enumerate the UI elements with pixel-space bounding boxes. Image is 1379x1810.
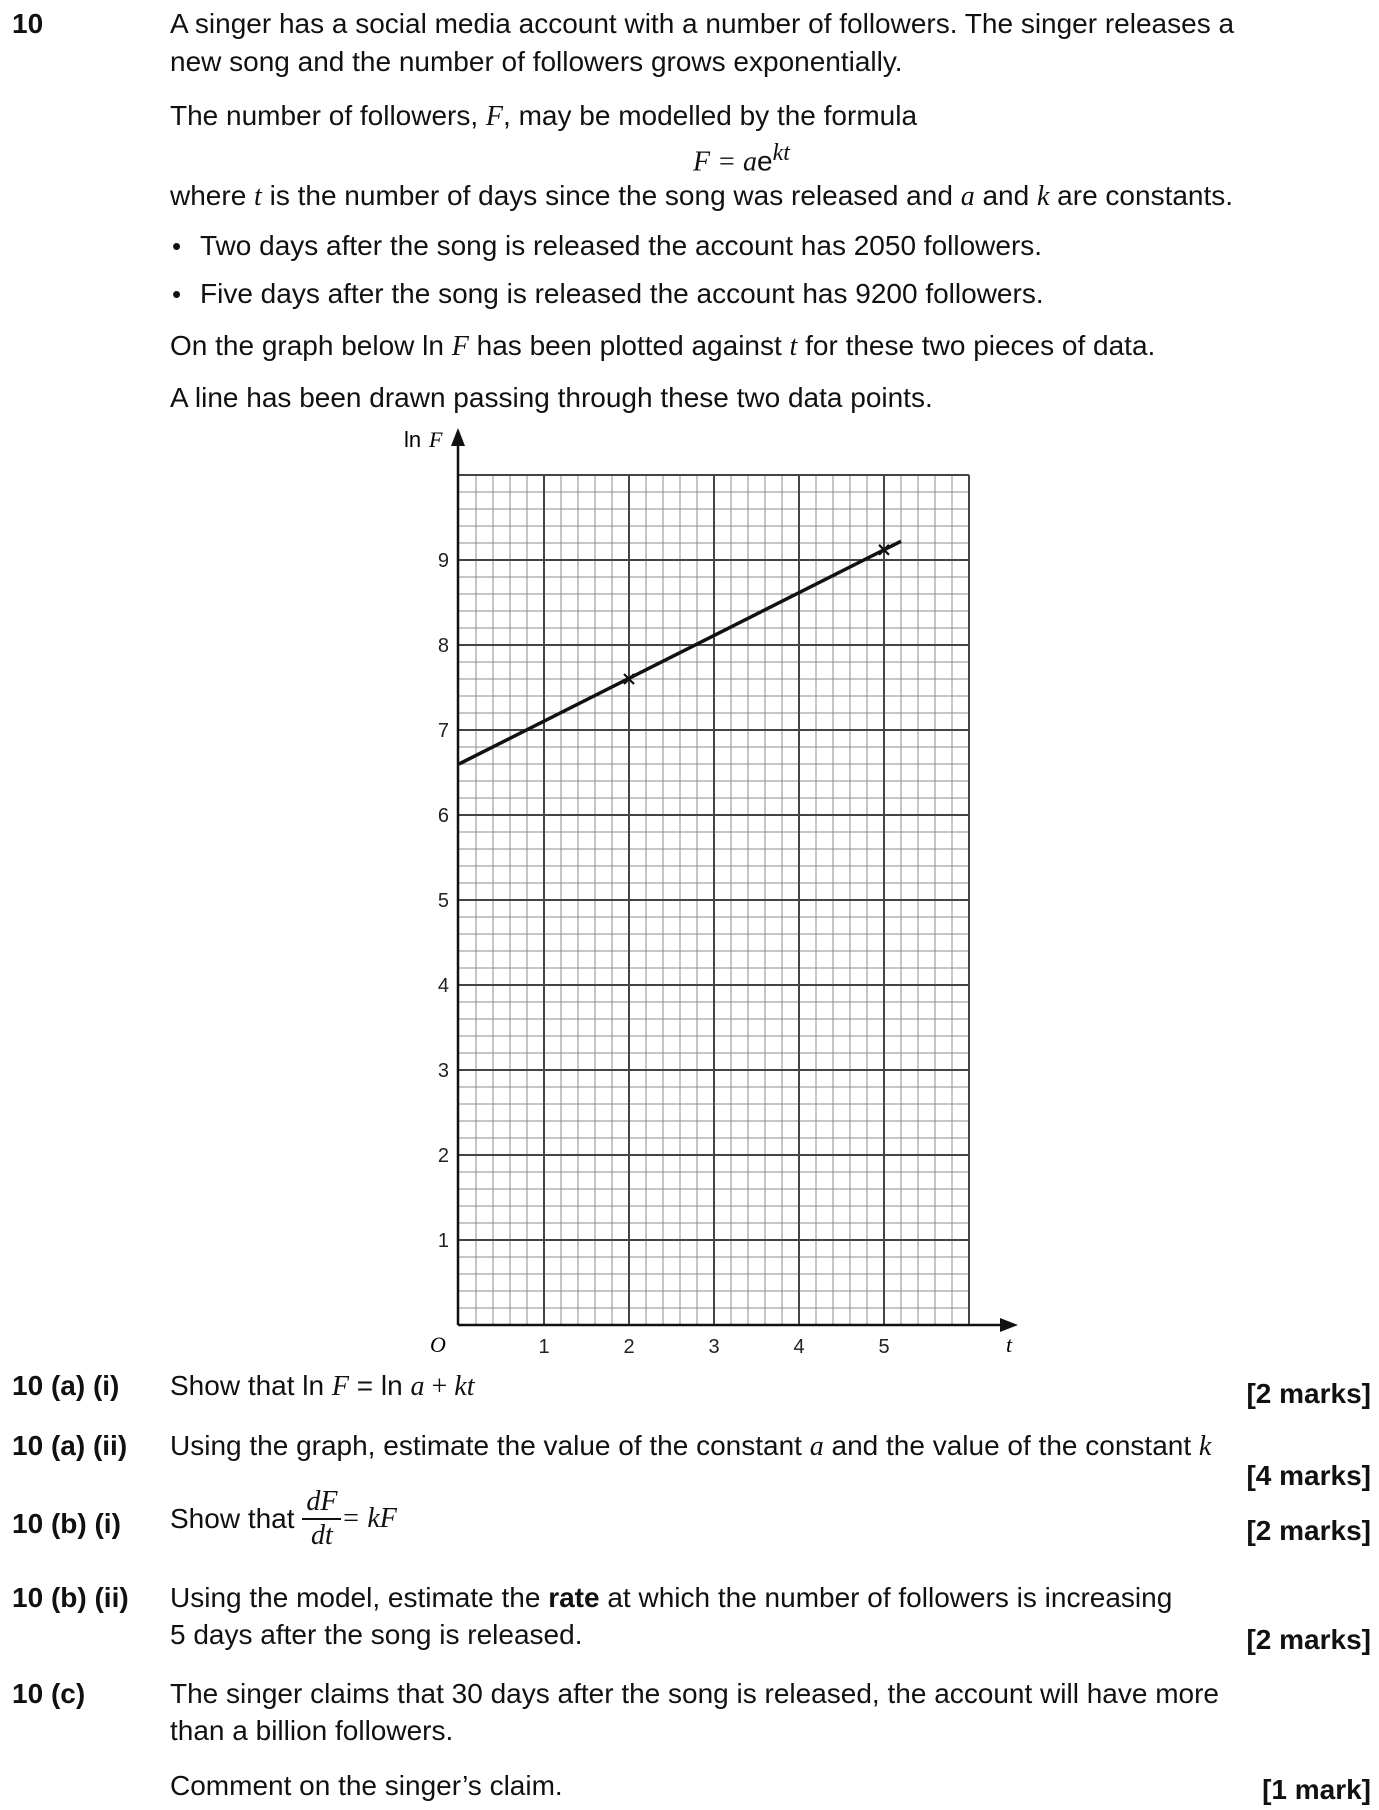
- part-b-ii-line1: [170, 1582, 1172, 1614]
- x-tick-label: 1: [538, 1336, 550, 1358]
- origin-label: O: [430, 1332, 446, 1357]
- part-a-ii-p1: Using the graph, estimate the value of the constant: [170, 1430, 810, 1461]
- part-a-ii-part: (a) (ii): [50, 1430, 128, 1461]
- part-b-i-label: [12, 1508, 121, 1540]
- part-a-i-pre: Show that ln: [170, 1370, 332, 1401]
- part-a-ii-num: 10: [12, 1430, 44, 1461]
- y-tick-labels: [438, 550, 449, 1252]
- x-tick-label: 2: [623, 1336, 635, 1358]
- part-b-ii-p2: at which the number of followers is increasing: [599, 1582, 1173, 1613]
- axes: [451, 428, 1018, 1332]
- part-a-i-plus: +: [424, 1371, 455, 1402]
- part-a-i-num: 10: [12, 1370, 44, 1401]
- x-axis-label: t: [1006, 1332, 1013, 1357]
- part-a-ii-p2: and the value of the constant: [823, 1430, 1199, 1461]
- part-a-i-part: (a) (i): [50, 1370, 120, 1401]
- formula-exponent: kt: [772, 140, 790, 166]
- y-tick-label: 9: [437, 550, 449, 572]
- part-c-line3: Comment on the singer’s claim.: [170, 1770, 563, 1801]
- graph-intro-F: F: [451, 331, 469, 362]
- part-c-marks: [1 mark]: [1262, 1774, 1371, 1805]
- part-c-part: (c): [50, 1678, 86, 1709]
- part-b-i-marks: [2 marks]: [1246, 1515, 1371, 1546]
- intro-line-1: A singer has a social media account with a number of followers. The singer releases a: [170, 8, 1235, 39]
- y-tick-label: 3: [437, 1060, 449, 1082]
- grid-major: [459, 475, 969, 1325]
- y-axis-arrow: [451, 428, 465, 446]
- part-b-ii-part: (b) (ii): [50, 1582, 129, 1613]
- y-tick-label: 6: [437, 805, 449, 827]
- part-b-ii-bold: rate: [548, 1582, 600, 1613]
- graph-intro-p2: has been plotted against: [468, 330, 790, 361]
- part-a-ii-a: a: [809, 1431, 824, 1462]
- part-a-ii-k: k: [1198, 1431, 1212, 1462]
- where-p3: and: [974, 180, 1037, 211]
- where-t: t: [254, 181, 262, 212]
- part-a-ii-label: [12, 1430, 127, 1462]
- part-b-ii-line2: 5 days after the song is released.: [170, 1619, 583, 1650]
- fraction-denominator: dt: [310, 1520, 333, 1551]
- formula-e: e: [757, 145, 773, 177]
- part-b-ii-label: [12, 1582, 129, 1614]
- part-b-ii-p1: Using the model, estimate the: [170, 1582, 549, 1613]
- where-p1: where: [170, 180, 255, 211]
- dF-dt-fraction: [302, 1486, 341, 1552]
- part-b-i-text: [170, 1486, 397, 1552]
- part-a-i-label: [12, 1370, 119, 1402]
- part-b-i-num: 10: [12, 1508, 44, 1539]
- part-a-i-kt: kt: [454, 1371, 475, 1402]
- x-tick-labels: [538, 1336, 889, 1358]
- graph-intro-p3: for these two pieces of data.: [797, 330, 1156, 361]
- graph-intro-p1: On the graph below ln: [170, 330, 452, 361]
- intro-line-2: new song and the number of followers grows exponentially.: [170, 46, 903, 77]
- part-a-ii-text: [170, 1430, 1211, 1463]
- where-p4: are constants.: [1049, 180, 1234, 211]
- part-a-i-a: a: [410, 1371, 425, 1402]
- question-number: 10: [12, 8, 44, 39]
- y-tick-label: 5: [437, 890, 449, 912]
- x-tick-label: 3: [708, 1336, 720, 1358]
- part-b-i-part: (b) (i): [50, 1508, 121, 1539]
- part-a-i-eq: = ln: [348, 1370, 411, 1401]
- part-a-ii-marks: [4 marks]: [1246, 1460, 1371, 1491]
- y-tick-label: 4: [437, 975, 449, 997]
- y-tick-label: 1: [437, 1230, 449, 1252]
- fraction-numerator: dF: [302, 1486, 341, 1520]
- part-b-i-pre: Show that: [170, 1503, 295, 1534]
- part-c-num: 10: [12, 1678, 44, 1709]
- where-a: a: [960, 181, 975, 212]
- line-drawn-text: A line has been drawn passing through these two data points.: [170, 382, 933, 413]
- part-c-line1: The singer claims that 30 days after the song is released, the account will have more: [170, 1678, 1219, 1709]
- where-p2: is the number of days since the song was released and: [261, 180, 961, 211]
- where-k: k: [1036, 181, 1050, 212]
- bullet-1: • Two days after the song is released the account has 2050 followers.: [200, 230, 1042, 262]
- part-a-i-text: [170, 1370, 474, 1403]
- y-tick-label: 2: [437, 1145, 449, 1167]
- model-var: F: [485, 101, 504, 132]
- x-tick-label: 4: [793, 1336, 805, 1358]
- x-axis-arrow: [1000, 1318, 1018, 1332]
- part-b-i-rhs: = kF: [341, 1503, 397, 1534]
- y-tick-label: 7: [437, 720, 449, 742]
- part-b-ii-marks: [2 marks]: [1246, 1624, 1371, 1655]
- part-a-i-F: F: [331, 1371, 349, 1402]
- model-intro-end: , may be modelled by the formula: [503, 100, 918, 131]
- y-axis-label-F: F: [429, 427, 443, 452]
- x-tick-label: 5: [878, 1336, 890, 1358]
- part-b-ii-num: 10: [12, 1582, 44, 1613]
- part-c-label: [12, 1678, 85, 1710]
- graph-intro-t: t: [789, 331, 798, 362]
- y-axis-label-ln: ln: [404, 427, 422, 452]
- model-intro-text: The number of followers,: [170, 100, 479, 131]
- part-a-i-marks: [2 marks]: [1246, 1378, 1371, 1409]
- bullet-2: • Five days after the song is released the account has 9200 followers.: [200, 278, 1044, 310]
- y-tick-label: 8: [437, 635, 449, 657]
- part-c-line2: than a billion followers.: [170, 1715, 454, 1746]
- formula-lhs: F = a: [693, 146, 757, 178]
